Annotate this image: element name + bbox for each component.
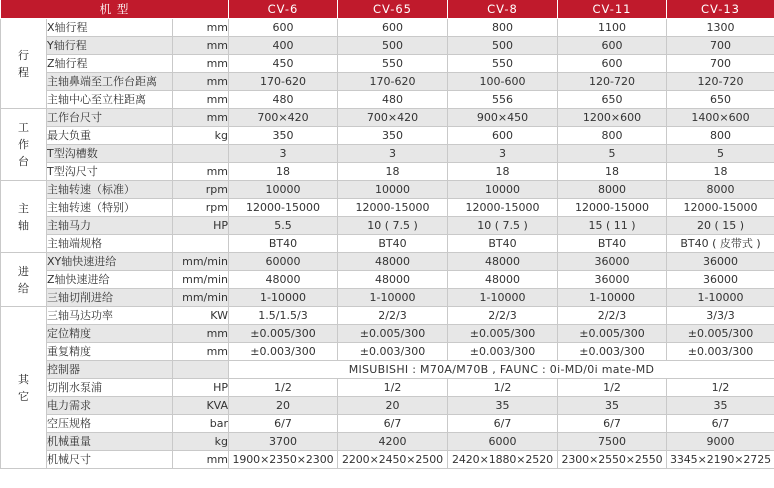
table-row (1, 433, 774, 451)
spec-value: 20 (229, 397, 338, 415)
spec-value: 9000 (667, 433, 774, 451)
spec-value: 18 (667, 163, 774, 181)
spec-value: 350 (229, 127, 338, 145)
spec-value: 3 (229, 145, 338, 163)
spec-unit: KW (173, 307, 229, 325)
spec-value: 36000 (667, 271, 774, 289)
spec-value: 120-720 (558, 73, 667, 91)
spec-value: 700×420 (338, 109, 448, 127)
spec-value: 600 (229, 19, 338, 37)
spec-value: 18 (448, 163, 558, 181)
spec-value: 2/2/3 (338, 307, 448, 325)
spec-value: 8000 (558, 181, 667, 199)
spec-value: 1-10000 (338, 289, 448, 307)
spec-label: 主轴马力 (47, 217, 173, 235)
spec-value: ±0.003/300 (338, 343, 448, 361)
spec-value: ±0.003/300 (448, 343, 558, 361)
spec-label: 三轴切削进给 (47, 289, 173, 307)
spec-value: 100-600 (448, 73, 558, 91)
spec-value: 5 (667, 145, 774, 163)
spec-value-all-models: MISUBISHI : M70A/M70B , FAUNC : 0i-MD/0i mate-MD (229, 361, 774, 379)
table-row (1, 127, 774, 145)
spec-value: 12000-15000 (338, 199, 448, 217)
spec-value: 350 (338, 127, 448, 145)
header-model-cv-8: CV-8 (448, 0, 558, 19)
spec-unit: rpm (173, 181, 229, 199)
spec-unit: mm (173, 343, 229, 361)
table-row (1, 91, 774, 109)
spec-value: 6000 (448, 433, 558, 451)
spec-value: 700×420 (229, 109, 338, 127)
spec-value: BT40 (338, 235, 448, 253)
spec-unit: mm/min (173, 289, 229, 307)
spec-value: 500 (338, 37, 448, 55)
table-row (1, 37, 774, 55)
spec-value: 12000-15000 (667, 199, 774, 217)
spec-unit: mm/min (173, 271, 229, 289)
table-row (1, 451, 774, 469)
spec-unit: HP (173, 379, 229, 397)
table-row (1, 397, 774, 415)
spec-value: 450 (229, 55, 338, 73)
spec-label: 主轴转速（特别） (47, 199, 173, 217)
spec-label: 主轴鼻端至工作台距离 (47, 73, 173, 91)
spec-value: 4200 (338, 433, 448, 451)
spec-value: 600 (558, 55, 667, 73)
table-row (1, 217, 774, 235)
spec-unit: mm (173, 163, 229, 181)
spec-value: 35 (558, 397, 667, 415)
spec-value: 18 (338, 163, 448, 181)
spec-value: 1/2 (558, 379, 667, 397)
spec-value: 400 (229, 37, 338, 55)
spec-value: 700 (667, 37, 774, 55)
spec-value: 800 (667, 127, 774, 145)
spec-value: 5 (558, 145, 667, 163)
spec-label: 空压规格 (47, 415, 173, 433)
spec-value: 1-10000 (229, 289, 338, 307)
spec-label: 最大负重 (47, 127, 173, 145)
spec-unit (173, 235, 229, 253)
spec-value: 18 (558, 163, 667, 181)
table-row (1, 199, 774, 217)
spec-label: T型沟槽数 (47, 145, 173, 163)
header-model-cv-11: CV-11 (558, 0, 667, 19)
spec-value: 1.5/1.5/3 (229, 307, 338, 325)
spec-value: ±0.003/300 (667, 343, 774, 361)
spec-unit: kg (173, 127, 229, 145)
spec-label: 主轴转速（标准） (47, 181, 173, 199)
spec-value: 7500 (558, 433, 667, 451)
category-cell: 进 给 (1, 253, 47, 307)
table-row (1, 55, 774, 73)
spec-label: 主轴中心至立柱距离 (47, 91, 173, 109)
spec-value: 3 (448, 145, 558, 163)
spec-value: 12000-15000 (558, 199, 667, 217)
table-row (1, 181, 774, 199)
spec-value: ±0.005/300 (558, 325, 667, 343)
spec-value: 600 (338, 19, 448, 37)
spec-unit: bar (173, 415, 229, 433)
table-row (1, 73, 774, 91)
spec-value: 48000 (448, 253, 558, 271)
spec-value: 1-10000 (448, 289, 558, 307)
spec-value: 6/7 (667, 415, 774, 433)
header-model-cv-13: CV-13 (667, 0, 774, 19)
table-row (1, 235, 774, 253)
table-row (1, 343, 774, 361)
spec-value: 60000 (229, 253, 338, 271)
spec-value: 48000 (229, 271, 338, 289)
spec-unit: mm (173, 73, 229, 91)
spec-value: 1200×600 (558, 109, 667, 127)
spec-value: 3700 (229, 433, 338, 451)
spec-label: T型沟尺寸 (47, 163, 173, 181)
spec-value: 900×450 (448, 109, 558, 127)
spec-unit: mm (173, 91, 229, 109)
spec-value: 480 (229, 91, 338, 109)
spec-value: 170-620 (229, 73, 338, 91)
header-model-cv-6: CV-6 (229, 0, 338, 19)
spec-value: 3 (338, 145, 448, 163)
table-row (1, 415, 774, 433)
spec-value: 8000 (667, 181, 774, 199)
spec-value: 18 (229, 163, 338, 181)
spec-label: 重复精度 (47, 343, 173, 361)
spec-value: 1300 (667, 19, 774, 37)
spec-value: 10000 (448, 181, 558, 199)
spec-value: 15 ( 11 ) (558, 217, 667, 235)
spec-label: 工作台尺寸 (47, 109, 173, 127)
header-model-cv-65: CV-65 (338, 0, 448, 19)
table-row (1, 325, 774, 343)
spec-value: 2/2/3 (448, 307, 558, 325)
spec-value: 2/2/3 (558, 307, 667, 325)
spec-value: 12000-15000 (229, 199, 338, 217)
spec-value: 10 ( 7.5 ) (338, 217, 448, 235)
spec-label: 电力需求 (47, 397, 173, 415)
spec-value: 480 (338, 91, 448, 109)
spec-unit: KVA (173, 397, 229, 415)
spec-label: Z轴行程 (47, 55, 173, 73)
spec-unit (173, 145, 229, 163)
spec-unit: mm (173, 109, 229, 127)
spec-value: 1/2 (229, 379, 338, 397)
category-cell: 其 它 (1, 307, 47, 469)
spec-value: 35 (667, 397, 774, 415)
spec-value: 550 (338, 55, 448, 73)
table-row (1, 361, 774, 379)
spec-value: BT40 ( 皮带式 ) (667, 235, 774, 253)
table-row (1, 163, 774, 181)
spec-label: 机械重量 (47, 433, 173, 451)
spec-value: ±0.003/300 (229, 343, 338, 361)
spec-value: 36000 (558, 253, 667, 271)
spec-value: 1/2 (448, 379, 558, 397)
spec-label: 控制器 (47, 361, 173, 379)
spec-value: 20 (338, 397, 448, 415)
header-model-label: 机 型 (1, 0, 229, 19)
spec-label: 定位精度 (47, 325, 173, 343)
spec-unit: HP (173, 217, 229, 235)
spec-value: BT40 (229, 235, 338, 253)
spec-label: Z轴快速进给 (47, 271, 173, 289)
table-row (1, 289, 774, 307)
spec-value: 2420×1880×2520 (448, 451, 558, 469)
spec-unit: mm/min (173, 253, 229, 271)
spec-value: 120-720 (667, 73, 774, 91)
spec-unit (173, 361, 229, 379)
category-cell: 行 程 (1, 19, 47, 109)
spec-value: 10 ( 7.5 ) (448, 217, 558, 235)
spec-value: 36000 (667, 253, 774, 271)
spec-unit: mm (173, 19, 229, 37)
spec-value: 800 (558, 127, 667, 145)
spec-label: 切削水泵浦 (47, 379, 173, 397)
spec-value: 700 (667, 55, 774, 73)
spec-value: 20 ( 15 ) (667, 217, 774, 235)
spec-value: 10000 (229, 181, 338, 199)
spec-value: 600 (558, 37, 667, 55)
spec-unit: mm (173, 55, 229, 73)
spec-value: 48000 (338, 253, 448, 271)
spec-body (1, 19, 774, 469)
spec-value: 36000 (558, 271, 667, 289)
spec-value: ±0.003/300 (558, 343, 667, 361)
spec-value: 800 (448, 19, 558, 37)
spec-label: 机械尺寸 (47, 451, 173, 469)
spec-value: BT40 (558, 235, 667, 253)
spec-value: ±0.005/300 (229, 325, 338, 343)
spec-value: 6/7 (338, 415, 448, 433)
spec-value: 170-620 (338, 73, 448, 91)
spec-value: 1400×600 (667, 109, 774, 127)
spec-unit: rpm (173, 199, 229, 217)
spec-value: 10000 (338, 181, 448, 199)
spec-value: 48000 (448, 271, 558, 289)
spec-value: 650 (667, 91, 774, 109)
spec-unit: kg (173, 433, 229, 451)
spec-value: 1-10000 (558, 289, 667, 307)
spec-value: ±0.005/300 (338, 325, 448, 343)
spec-value: 3/3/3 (667, 307, 774, 325)
spec-value: 1/2 (338, 379, 448, 397)
spec-value: 5.5 (229, 217, 338, 235)
spec-unit: mm (173, 325, 229, 343)
spec-value: BT40 (448, 235, 558, 253)
spec-unit: mm (173, 37, 229, 55)
header-row (1, 0, 774, 19)
spec-value: 6/7 (558, 415, 667, 433)
category-cell: 工 作 台 (1, 109, 47, 181)
table-row (1, 271, 774, 289)
spec-label: Y轴行程 (47, 37, 173, 55)
table-row (1, 109, 774, 127)
spec-label: X轴行程 (47, 19, 173, 37)
spec-label: 主轴端规格 (47, 235, 173, 253)
table-row (1, 307, 774, 325)
spec-value: 1-10000 (667, 289, 774, 307)
spec-value: 1900×2350×2300 (229, 451, 338, 469)
category-cell: 主 轴 (1, 181, 47, 253)
spec-value: 650 (558, 91, 667, 109)
spec-value: 600 (448, 127, 558, 145)
spec-value: ±0.005/300 (448, 325, 558, 343)
spec-value: 48000 (338, 271, 448, 289)
spec-value: 550 (448, 55, 558, 73)
spec-value: 1100 (558, 19, 667, 37)
spec-value: 35 (448, 397, 558, 415)
table-row (1, 145, 774, 163)
spec-label: XY轴快速进给 (47, 253, 173, 271)
table-row (1, 19, 774, 37)
spec-label: 三轴马达功率 (47, 307, 173, 325)
spec-value: 556 (448, 91, 558, 109)
table-row (1, 379, 774, 397)
spec-value: 12000-15000 (448, 199, 558, 217)
spec-value: 6/7 (448, 415, 558, 433)
spec-value: 1/2 (667, 379, 774, 397)
table-row (1, 253, 774, 271)
spec-value: ±0.005/300 (667, 325, 774, 343)
spec-value: 2200×2450×2500 (338, 451, 448, 469)
spec-value: 2300×2550×2550 (558, 451, 667, 469)
spec-unit: mm (173, 451, 229, 469)
spec-value: 3345×2190×2725 (667, 451, 774, 469)
spec-value: 6/7 (229, 415, 338, 433)
spec-value: 500 (448, 37, 558, 55)
